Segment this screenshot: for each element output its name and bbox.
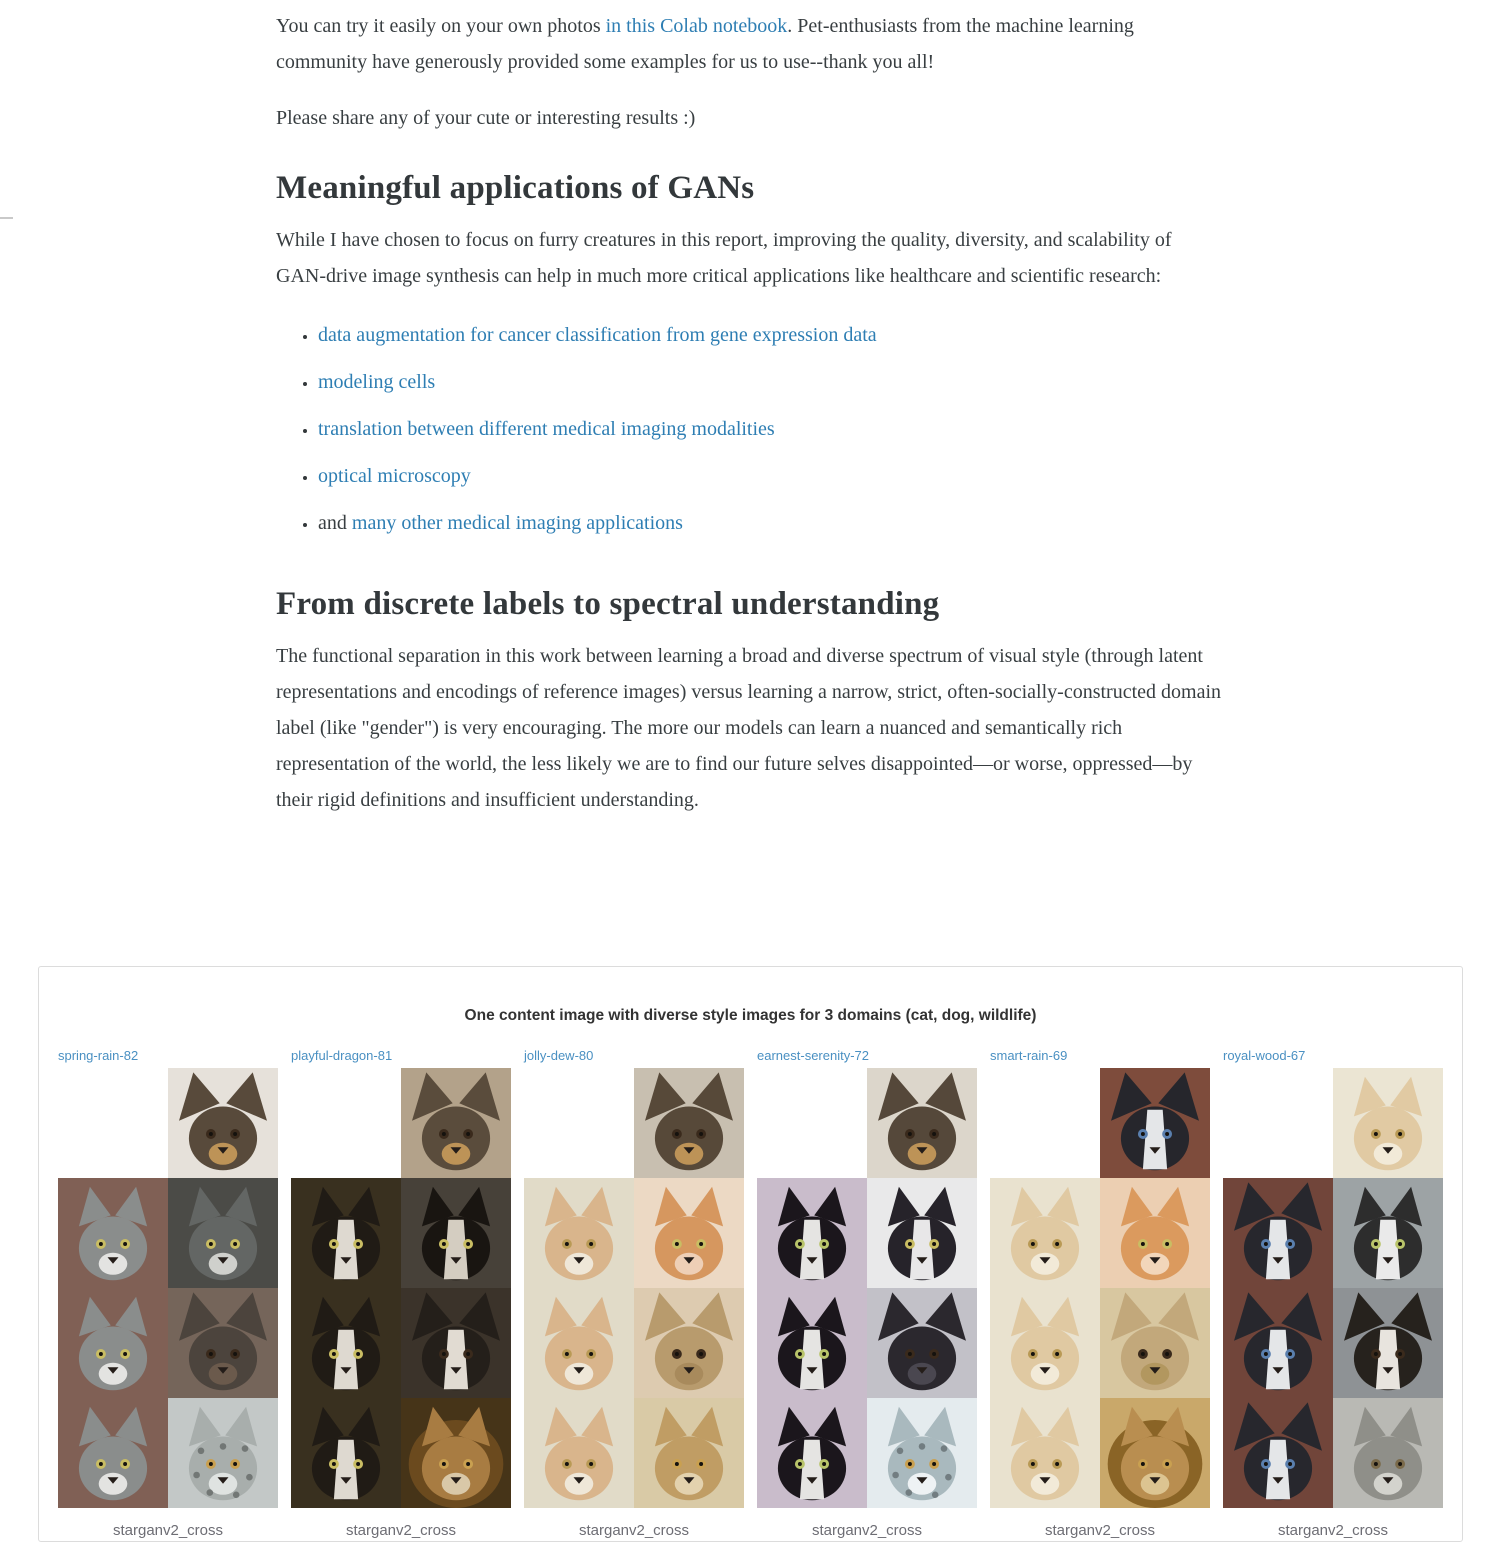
- cat-face-illustration: [1333, 1068, 1443, 1178]
- cat-face-illustration: [401, 1178, 511, 1288]
- medical-imaging-translation-link[interactable]: translation between different medical imaging modalities: [318, 418, 775, 440]
- cat-face-illustration: [168, 1178, 278, 1288]
- list-item-pre-text: and: [318, 512, 352, 534]
- colab-notebook-link[interactable]: in this Colab notebook: [605, 15, 788, 37]
- run-name-link[interactable]: earnest-serenity-72: [757, 1048, 869, 1063]
- optical-microscopy-link[interactable]: optical microscopy: [318, 465, 471, 487]
- wild-face-illustration: [634, 1398, 744, 1508]
- style-image[interactable]: [524, 1178, 634, 1288]
- output-image[interactable]: [867, 1178, 977, 1288]
- wild-face-illustration: [1333, 1398, 1443, 1508]
- content-image[interactable]: [168, 1068, 278, 1178]
- media-caption: starganv2_cross: [1044, 1522, 1156, 1539]
- report-article: [276, 0, 1222, 838]
- cancer-classification-link[interactable]: data augmentation for cancer classification from gene expression data: [318, 324, 877, 346]
- dog-face-illustration: [634, 1068, 744, 1178]
- dog-face-illustration: [401, 1068, 511, 1178]
- media-caption: starganv2_cross: [345, 1522, 457, 1539]
- media-column: [291, 1048, 511, 1539]
- stargan-grid: [291, 1068, 511, 1508]
- content-image[interactable]: [401, 1068, 511, 1178]
- wild-face-illustration: [168, 1398, 278, 1508]
- cat-face-illustration: [990, 1398, 1100, 1508]
- cat-face-illustration: [58, 1288, 168, 1398]
- style-image[interactable]: [757, 1288, 867, 1398]
- output-image[interactable]: [1333, 1288, 1443, 1398]
- list-item: [318, 320, 1222, 350]
- cat-face-illustration: [867, 1178, 977, 1288]
- cat-face-illustration: [757, 1288, 867, 1398]
- dog-face-illustration: [1223, 1288, 1333, 1398]
- cat-face-illustration: [58, 1178, 168, 1288]
- wild-face-illustration: [401, 1398, 511, 1508]
- empty-cell: [757, 1068, 867, 1178]
- dog-face-illustration: [1223, 1398, 1333, 1508]
- share-results-paragraph: Please share any of your cute or interesting results :): [276, 107, 696, 129]
- style-image[interactable]: [757, 1178, 867, 1288]
- output-image[interactable]: [634, 1288, 744, 1398]
- dog-face-illustration: [867, 1068, 977, 1178]
- output-image[interactable]: [1333, 1178, 1443, 1288]
- media-caption: starganv2_cross: [112, 1522, 224, 1539]
- panel-columns: [39, 1048, 1462, 1539]
- dog-face-illustration: [867, 1288, 977, 1398]
- style-image[interactable]: [291, 1178, 401, 1288]
- run-name-link[interactable]: royal-wood-67: [1223, 1048, 1306, 1063]
- dog-face-illustration: [401, 1288, 511, 1398]
- empty-cell: [58, 1068, 168, 1178]
- wild-face-illustration: [867, 1398, 977, 1508]
- style-image[interactable]: [524, 1398, 634, 1508]
- content-image[interactable]: [1100, 1068, 1210, 1178]
- style-image[interactable]: [58, 1288, 168, 1398]
- stargan-grid: [524, 1068, 744, 1508]
- content-image[interactable]: [634, 1068, 744, 1178]
- intro-text-pre: You can try it easily on your own photos: [276, 15, 606, 37]
- dog-face-illustration: [168, 1068, 278, 1178]
- cat-face-illustration: [634, 1178, 744, 1288]
- style-image[interactable]: [524, 1288, 634, 1398]
- style-image[interactable]: [1223, 1178, 1333, 1288]
- list-item: [318, 508, 1222, 538]
- style-image[interactable]: [1223, 1398, 1333, 1508]
- style-image[interactable]: [58, 1398, 168, 1508]
- output-image[interactable]: [401, 1178, 511, 1288]
- dog-face-illustration: [1100, 1068, 1210, 1178]
- output-image[interactable]: [1100, 1398, 1210, 1508]
- left-edge-tick: [0, 217, 13, 219]
- output-image[interactable]: [1100, 1288, 1210, 1398]
- output-image[interactable]: [401, 1398, 511, 1508]
- stargan-grid: [1223, 1068, 1443, 1508]
- dog-face-illustration: [634, 1288, 744, 1398]
- intro-text-post: . Pet-enthusiasts from the machine learning community have generously provided some examples for us to use--thank you all!: [276, 15, 1134, 73]
- cat-face-illustration: [757, 1398, 867, 1508]
- style-image[interactable]: [58, 1178, 168, 1288]
- section-heading-applications: Meaningful applications of GANs: [276, 170, 755, 206]
- media-caption: starganv2_cross: [1277, 1522, 1389, 1539]
- media-column: [990, 1048, 1210, 1539]
- list-item: [318, 461, 1222, 491]
- media-panel: [38, 966, 1463, 1542]
- cat-face-illustration: [1333, 1178, 1443, 1288]
- output-image[interactable]: [1333, 1398, 1443, 1508]
- content-image[interactable]: [1333, 1068, 1443, 1178]
- output-image[interactable]: [867, 1288, 977, 1398]
- dog-face-illustration: [1333, 1288, 1443, 1398]
- media-column: [757, 1048, 977, 1539]
- cat-face-illustration: [524, 1178, 634, 1288]
- panel-title: One content image with diverse style images for 3 domains (cat, dog, wildlife): [464, 1007, 1037, 1024]
- section-heading-spectral: From discrete labels to spectral understanding: [276, 586, 940, 622]
- output-image[interactable]: [867, 1398, 977, 1508]
- media-column: [524, 1048, 744, 1539]
- applications-list: [276, 320, 1222, 538]
- run-name-link[interactable]: spring-rain-82: [58, 1048, 139, 1063]
- cat-face-illustration: [1100, 1178, 1210, 1288]
- style-image[interactable]: [990, 1398, 1100, 1508]
- modeling-cells-link[interactable]: modeling cells: [318, 371, 436, 393]
- dog-face-illustration: [1100, 1288, 1210, 1398]
- output-image[interactable]: [168, 1288, 278, 1398]
- applications-intro-paragraph: While I have chosen to focus on furry creatures in this report, improving the quality, diversity, and scalability of GAN-drive image synthesis can help in much more critical applications like healthcare and scientific research:: [276, 229, 1172, 287]
- style-image[interactable]: [291, 1398, 401, 1508]
- wild-face-illustration: [1100, 1398, 1210, 1508]
- media-caption: starganv2_cross: [811, 1522, 923, 1539]
- cat-face-illustration: [524, 1398, 634, 1508]
- run-name-link[interactable]: smart-rain-69: [990, 1048, 1068, 1063]
- stargan-grid: [757, 1068, 977, 1508]
- other-medical-imaging-link[interactable]: many other medical imaging applications: [351, 512, 683, 534]
- style-image[interactable]: [990, 1288, 1100, 1398]
- empty-cell: [1223, 1068, 1333, 1178]
- output-image[interactable]: [168, 1398, 278, 1508]
- cat-face-illustration: [58, 1398, 168, 1508]
- run-name-link[interactable]: playful-dragon-81: [291, 1048, 393, 1063]
- style-image[interactable]: [757, 1398, 867, 1508]
- list-item: [318, 367, 1222, 397]
- cat-face-illustration: [291, 1288, 401, 1398]
- content-image[interactable]: [867, 1068, 977, 1178]
- stargan-grid: [58, 1068, 278, 1508]
- style-image[interactable]: [291, 1288, 401, 1398]
- style-image[interactable]: [1223, 1288, 1333, 1398]
- empty-cell: [524, 1068, 634, 1178]
- output-image[interactable]: [634, 1398, 744, 1508]
- spectral-paragraph: The functional separation in this work between learning a broad and diverse spectrum of visual style (through latent representations and encodings of reference images) versus learning a narrow, strict, often-socially-constructed domain label (like "gender") is very encouraging. The more our models can learn a nuanced and semantically rich representation of the world, the less likely we are to find our future selves disappointed—or worse, oppressed—by their rigid definitions and insufficient understanding.: [276, 645, 1222, 811]
- media-caption: starganv2_cross: [578, 1522, 690, 1539]
- output-image[interactable]: [401, 1288, 511, 1398]
- cat-face-illustration: [990, 1178, 1100, 1288]
- output-image[interactable]: [634, 1178, 744, 1288]
- dog-face-illustration: [168, 1288, 278, 1398]
- intro-paragraph: [276, 8, 1222, 80]
- list-item: [318, 414, 1222, 444]
- output-image[interactable]: [1100, 1178, 1210, 1288]
- media-column: [1223, 1048, 1443, 1539]
- cat-face-illustration: [990, 1288, 1100, 1398]
- run-name-link[interactable]: jolly-dew-80: [524, 1048, 594, 1063]
- cat-face-illustration: [291, 1178, 401, 1288]
- output-image[interactable]: [168, 1178, 278, 1288]
- dog-face-illustration: [1223, 1178, 1333, 1288]
- cat-face-illustration: [291, 1398, 401, 1508]
- cat-face-illustration: [757, 1178, 867, 1288]
- stargan-grid: [990, 1068, 1210, 1508]
- media-column: [58, 1048, 278, 1539]
- cat-face-illustration: [524, 1288, 634, 1398]
- empty-cell: [990, 1068, 1100, 1178]
- style-image[interactable]: [990, 1178, 1100, 1288]
- empty-cell: [291, 1068, 401, 1178]
